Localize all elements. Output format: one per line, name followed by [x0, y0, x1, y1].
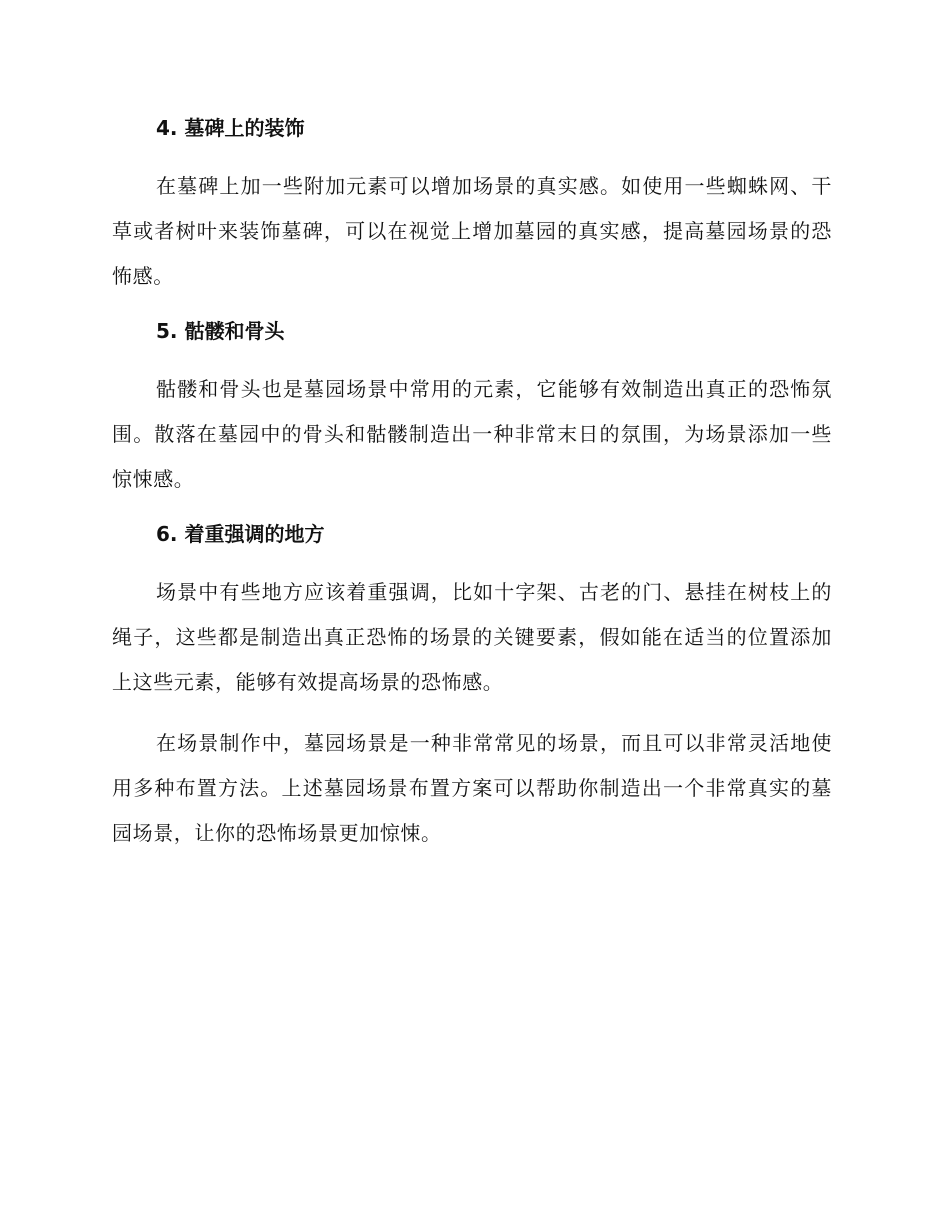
- section-paragraph-skulls-bones: 骷髅和骨头也是墓园场景中常用的元素，它能够有效制造出真正的恐怖氛围。散落在墓园中的骨头和骷髅制造出一种非常末日的氛围，为场景添加一些惊悚感。: [112, 377, 832, 491]
- section-paragraph-emphasis: 场景中有些地方应该着重强调，比如十字架、古老的门、悬挂在树枝上的绳子，这些都是制造出真正恐怖的场景的关键要素，假如能在适当的位置添加上这些元素，能够有效提高场景的恐怖感。: [112, 580, 832, 694]
- conclusion-paragraph: 在场景制作中，墓园场景是一种非常常见的场景，而且可以非常灵活地使用多种布置方法。上述墓园场景布置方案可以帮助你制造出一个非常真实的墓园场景，让你的恐怖场景更加惊悚。: [112, 731, 832, 845]
- document-body: [112, 112, 832, 872]
- section-heading-emphasis: 6. 着重强调的地方: [156, 522, 325, 546]
- section-heading-skulls-bones: 5. 骷髅和骨头: [156, 319, 285, 343]
- section-heading-decorations: 4. 墓碑上的装饰: [156, 116, 305, 140]
- section-paragraph-decorations: 在墓碑上加一些附加元素可以增加场景的真实感。如使用一些蜘蛛网、干草或者树叶来装饰墓碑，可以在视觉上增加墓园的真实感，提高墓园场景的恐怖感。: [112, 174, 832, 288]
